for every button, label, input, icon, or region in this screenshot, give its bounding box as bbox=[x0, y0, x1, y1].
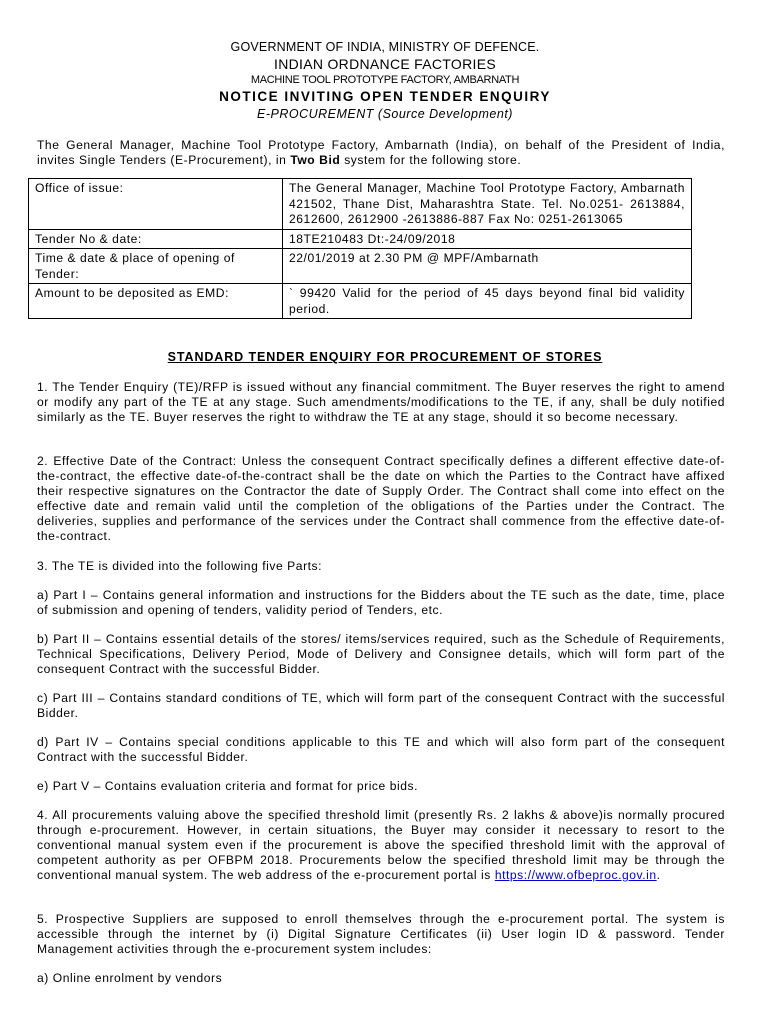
clause-3d: d) Part IV – Contains special conditions applicable to this TE and which will also form part of the consequent Contract with the successful Bidder. bbox=[37, 735, 725, 764]
clause-5a: a) Online enrolment by vendors bbox=[37, 971, 223, 985]
tender-number-label: Tender No & date: bbox=[29, 229, 283, 249]
clause-4 bbox=[37, 808, 725, 883]
clause-4-end: . bbox=[656, 868, 661, 882]
header-government-line: GOVERNMENT OF INDIA, MINISTRY OF DEFENCE. bbox=[230, 40, 540, 54]
office-of-issue-label: Office of issue: bbox=[29, 179, 283, 230]
table-row bbox=[29, 284, 692, 319]
header-organization-line: INDIAN ORDNANCE FACTORIES bbox=[274, 56, 496, 72]
emd-value: ` 99420 Valid for the period of 45 days beyond final bid validity period. bbox=[283, 284, 692, 319]
clause-3c: c) Part III – Contains standard conditions of TE, which will form part of the consequent Contract with the successful Bidder. bbox=[37, 691, 725, 720]
office-of-issue-value: The General Manager, Machine Tool Prototype Factory, Ambarnath 421502, Thane Dist, Maharashtra State. Tel. No.0251- 2613884, 2612600, 2612900 -2613886-887 Fax No: 0251-2613065 bbox=[283, 179, 692, 230]
clause-3a: a) Part I – Contains general information and instructions for the Bidders about the TE such as the date, time, place of submission and opening of tenders, validity period of Tenders, etc. bbox=[37, 588, 725, 617]
clause-1: 1. The Tender Enquiry (TE)/RFP is issued without any financial commitment. The Buyer reserves the right to amend or modify any part of the TE at any stage. Such amendments/modifications to the TE, if any, shall be duly notified similarly as the TE. Buyer reserves the right to withdraw the TE at any stage, should it so become necessary. bbox=[37, 380, 725, 424]
table-row bbox=[29, 249, 692, 284]
table-row bbox=[29, 179, 692, 230]
intro-paragraph bbox=[37, 138, 725, 168]
notice-title: NOTICE INVITING OPEN TENDER ENQUIRY bbox=[219, 89, 551, 104]
opening-time-value: 22/01/2019 at 2.30 PM @ MPF/Ambarnath bbox=[283, 249, 692, 284]
tender-info-table bbox=[28, 178, 692, 319]
clause-5: 5. Prospective Suppliers are supposed to enroll themselves through the e-procurement portal. The system is accessible through the internet by (i) Digital Signature Certificates (ii) User login ID & password. Tender Management activities through the e-procurement system includes: bbox=[37, 912, 725, 956]
emd-label: Amount to be deposited as EMD: bbox=[29, 284, 283, 319]
header-factory-line: MACHINE TOOL PROTOTYPE FACTORY, AMBARNATH bbox=[250, 74, 520, 86]
section-heading: STANDARD TENDER ENQUIRY FOR PROCUREMENT OF STORES bbox=[167, 350, 603, 364]
clause-3e: e) Part V – Contains evaluation criteria and format for price bids. bbox=[37, 779, 419, 793]
intro-text-start: The General Manager, Machine Tool Prototype Factory, Ambarnath (India), on behalf of the President of India, invites Single Tenders (E-Procurement), in bbox=[37, 138, 725, 167]
intro-text-end: system for the following store. bbox=[340, 153, 522, 167]
eprocurement-portal-link[interactable]: https://www.ofbeproc.gov.in bbox=[494, 868, 657, 882]
tender-number-value: 18TE210483 Dt:-24/09/2018 bbox=[283, 229, 692, 249]
notice-subtitle: E-PROCUREMENT (Source Development) bbox=[257, 107, 513, 121]
table-row bbox=[29, 229, 692, 249]
opening-time-label: Time & date & place of opening of Tender: bbox=[29, 249, 283, 284]
clause-3: 3. The TE is divided into the following five Parts: bbox=[37, 559, 323, 573]
clause-4-text: 4. All procurements valuing above the specified threshold limit (presently Rs. 2 lakhs & above)is normally procured through e-procurement. However, in certain situations, the Buyer may consider it necessary to resort to the conventional manual system even if the procurement is above the specified threshold limit with the approval of competent authority as per OFBPM 2018. Procurements below the specified threshold limit may be through the conventional manual system. The web address of the e-procurement portal is bbox=[37, 808, 725, 882]
clause-3b: b) Part II – Contains essential details of the stores/ items/services required, such as the Schedule of Requirements, Technical Specifications, Delivery Period, Mode of Delivery and Consignee details, which will form part of the consequent Contract with the successful Bidder. bbox=[37, 632, 725, 676]
intro-bold-text: Two Bid bbox=[290, 153, 341, 167]
clause-2: 2. Effective Date of the Contract: Unless the consequent Contract specifically defines a different effective date-of-the-contract, the effective date-of-the-contract shall be the date on which the Parties to the Contract have affixed their respective signatures on the Contractor the date of Supply Order. The Contract shall come into effect on the effective date and remain valid until the completion of the obligations of the Parties under the Contract. The deliveries, supplies and performance of the services under the Contract shall commence from the effective date-of-the-contract. bbox=[37, 454, 725, 543]
